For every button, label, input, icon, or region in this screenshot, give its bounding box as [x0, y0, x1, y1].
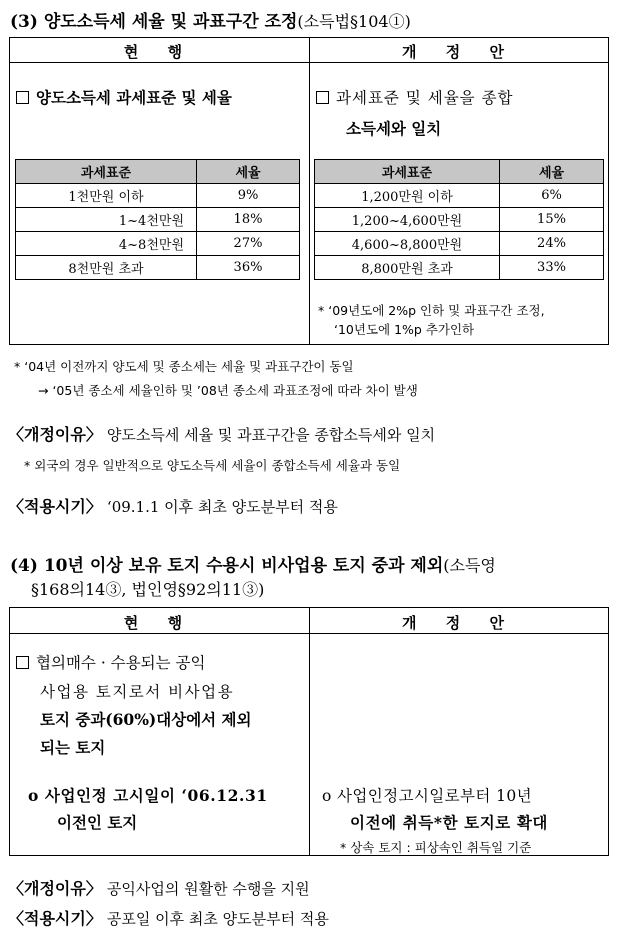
section3-reason: [8, 422, 435, 445]
section4-ref: (소득영: [443, 556, 496, 575]
proposed-note-line1: * ‘09년도에 2%p 인하 및 과표구간 조정,: [318, 303, 545, 318]
current-item-line3: 토지 중과(60%)대상에서 제외: [40, 710, 252, 729]
section3-title-line: [10, 7, 411, 32]
table-header-rate: 세율: [500, 160, 604, 184]
section3-ref: (소득법§104①): [297, 12, 411, 31]
section4-title-line: [10, 551, 496, 576]
proposed-item-line1: [316, 86, 514, 108]
section3-apply: [8, 494, 338, 517]
footnote-line2: → ‘05년 종소세 세율인하 및 ’08년 종소세 과표조정에 따라 차이 발생: [38, 383, 418, 398]
section3-title: (3) 양도소득세 세율 및 과표구간 조정: [10, 12, 298, 32]
column-header-current: 현 행: [123, 43, 195, 61]
section4-title: (4) 10년 이상 보유 토지 수용시 비사업용 토지 중과 제외: [10, 556, 444, 576]
footnote-line1: * ‘04년 이전까지 양도세 및 종소세는 세율 및 과표구간이 동일: [14, 359, 354, 374]
bracket-cell: 1~4천만원: [16, 208, 197, 232]
checkbox-icon: [316, 91, 329, 104]
table-header-base: 과세표준: [16, 160, 197, 184]
column-divider: [309, 607, 310, 856]
section4-apply: [8, 906, 329, 929]
rate-cell: 33%: [500, 256, 604, 280]
header-divider: [9, 633, 609, 634]
apply-text: ‘09.1.1 이후 최초 양도분부터 적용: [106, 498, 338, 516]
table-row: [315, 184, 604, 208]
table-row: [315, 208, 604, 232]
table-header-rate: 세율: [197, 160, 300, 184]
column-header-current: 현 행: [123, 614, 195, 632]
bracket-cell: 8천만원 초과: [16, 256, 197, 280]
current-item-line1: [16, 651, 205, 673]
reason-note: * 외국의 경우 일반적으로 양도소득세 세율이 종합소득세 세율과 동일: [24, 458, 401, 473]
proposed-bullet-line2: 이전에 취득*한 토지로 확대: [350, 813, 548, 832]
reason-label: 〈개정이유〉: [8, 879, 102, 898]
rate-cell: 18%: [197, 208, 300, 232]
proposed-item-text: 과세표준 및 세율을 종합: [336, 89, 514, 107]
table-row: [16, 256, 300, 280]
apply-label: 〈적용시기〉: [8, 497, 102, 516]
column-header-proposed: 개 정 안: [402, 43, 516, 61]
column-header-proposed: 개 정 안: [402, 614, 516, 632]
reason-label: 〈개정이유〉: [8, 425, 102, 444]
checkbox-icon: [16, 656, 29, 669]
table-row: [16, 232, 300, 256]
proposed-bullet-line1: o 사업인정고시일로부터 10년: [322, 787, 533, 805]
proposed-rate-table: [314, 159, 604, 280]
apply-text: 공포일 이후 최초 양도분부터 적용: [106, 910, 329, 928]
table-row: [315, 256, 604, 280]
header-divider: [9, 62, 609, 63]
current-item-line2: 사업용 토지로서 비사업용: [40, 683, 235, 701]
rate-cell: 15%: [500, 208, 604, 232]
column-divider: [309, 37, 310, 345]
reason-text: 양도소득세 세율 및 과표구간을 종합소득세와 일치: [106, 426, 436, 444]
rate-cell: 24%: [500, 232, 604, 256]
bracket-cell: 1,200만원 이하: [315, 184, 500, 208]
current-item: [16, 86, 232, 108]
proposed-inherit-note: * 상속 토지 : 피상속인 취득일 기준: [340, 840, 532, 855]
section4-ref-line2: §168의14③, 법인영§92의11③): [31, 580, 265, 599]
rate-cell: 36%: [197, 256, 300, 280]
bracket-cell: 4~8천만원: [16, 232, 197, 256]
bracket-cell: 4,600~8,800만원: [315, 232, 500, 256]
rate-cell: 27%: [197, 232, 300, 256]
apply-label: 〈적용시기〉: [8, 909, 102, 928]
table-row: [315, 232, 604, 256]
current-item-line4: 되는 토지: [40, 738, 106, 757]
reason-text: 공익사업의 원활한 수행을 지원: [106, 880, 310, 898]
section4-reason: [8, 876, 310, 899]
current-bullet-line2: 이전인 토지: [57, 813, 138, 832]
checkbox-icon: [16, 91, 29, 104]
rate-cell: 9%: [197, 184, 300, 208]
current-rate-table: [15, 159, 300, 280]
current-item-text: 양도소득세 과세표준 및 세율: [36, 88, 232, 107]
table-row: [16, 208, 300, 232]
bracket-cell: 8,800만원 초과: [315, 256, 500, 280]
proposed-item-line2: 소득세와 일치: [346, 119, 442, 138]
current-item-text: 협의매수 · 수용되는 공익: [36, 654, 206, 672]
bracket-cell: 1,200~4,600만원: [315, 208, 500, 232]
current-bullet-line1: o 사업인정 고시일이 ‘06.12.31: [28, 786, 268, 805]
proposed-note-line2: ‘10년도에 1%p 추가인하: [334, 322, 475, 337]
table-row: [16, 184, 300, 208]
rate-cell: 6%: [500, 184, 604, 208]
table-header-base: 과세표준: [315, 160, 500, 184]
bracket-cell: 1천만원 이하: [16, 184, 197, 208]
